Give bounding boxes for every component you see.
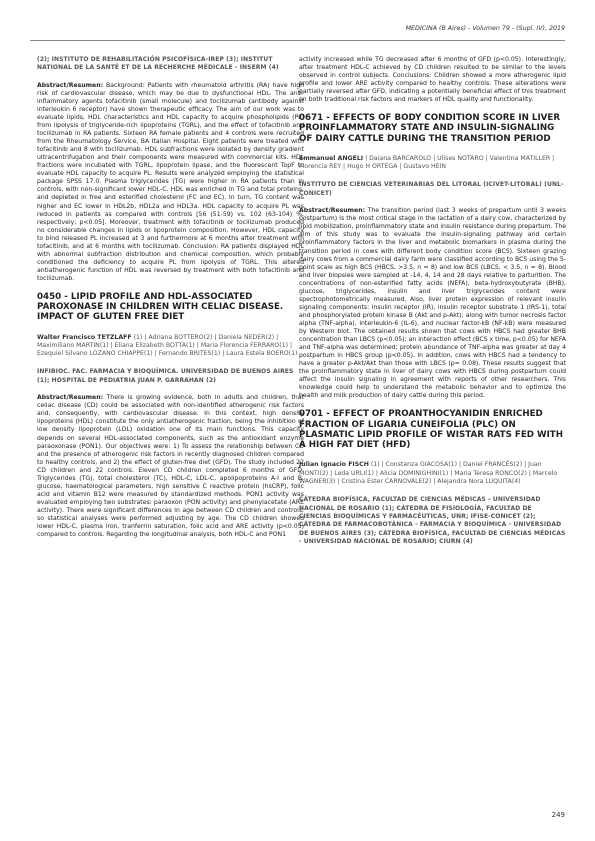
abstract-title-0671: 0671 - EFFECTS OF BODY CONDITION SCORE IN LIVER PROINFLAMMATORY STATE AND INSULIN-SIGNALING OF DAIRY CATTLE DURING THE TRANSITION PERIOD [299, 113, 561, 144]
affiliation-top: (2); INSTITUTO DE REHABILITACIÓN PSICOFÍSICA-IREP (3); INSTITUT NATIONAL DE LA SANTÉ ET DE LA RECHERCHE MÉDICALE - INSERM (4) [37, 56, 279, 72]
abstract-label: Abstract/Resumen: [37, 81, 104, 89]
abstract-title-0450: 0450 - LIPID PROFILE AND HDL-ASSOCIATED PAROXONASE IN CHILDREN WITH CELIAC DISEASE. IMPACT OF GLUTEN FREE DIET [37, 291, 284, 323]
authors-0671 [299, 155, 566, 172]
affiliation-0671: INSTITUTO DE CIENCIAS VETERINARIAS DEL LITORAL (ICIVET-LITORAL) (UNL-CONICET) [299, 181, 564, 197]
authors-0701 [299, 461, 566, 486]
abstract-0450 [37, 394, 304, 539]
abstract-label: Abstract/Resumen: [299, 207, 366, 215]
abstract-0450-continued: activity increased while TG decreased after 6 months of GFD (p<0.05). Interestingly, after treatment HDL-C achieved by CD children resulted to be similar to the levels observed in control subjects. Conclusions: Children showed a more atherogenic lipid profile and lower ARE activity compared to healthy controls. These alterations were partially reversed after GFD, indicating a potentially beneficial effect of this treatment on both traditional risk factors and markers of HDL quality and functionality. [299, 56, 566, 104]
lead-author: Julian Ignacio FISCH [299, 461, 369, 469]
abstract-0671 [299, 207, 566, 400]
abstract-1 [37, 82, 304, 283]
abstract-label: Abstract/Resumen: [37, 394, 104, 402]
lead-author: Emmanuel ANGELI [299, 154, 364, 162]
co-authors: (1) | Adriana BOTTERO(2) | Daniela NEDER(2) | Maximiliano MARTIN(1) | Eliana Elizabeth BOTTA(1) | Maria Florencia FERRARO(1) | Ezequiel Silvano LOZANO CHIAPPE(1) | Fernando BRITES(1) | Laura Estela BOERO(1) [37, 333, 298, 358]
left-column [37, 56, 304, 548]
abstract-text: Background: Patients with rheumatoid arthritis (RA) have high risk of cardiovascular disease, which may be due to dysfunctional HDL. The anti-inflammatory agents tofacitinib (small molecule) and tocilizumab (antibody against interleukin 6 receptor) have shown therapeutic efficacy. The aim of our work was to evaluate lipids, HDL characteristics and HDL capacity to acquire phospholipids (PL) from lipolysis of triglyceride-rich lipoproteins (TGRL), and the effect of tofacitinib and tocilizumab in RA patients. Sixteen RA female patients and 4 controls were recruited from the Rheumatology Service, BA Italian Hospital. Eight patients were treated with tofacitinib and 8 with tocilizumab. HDL subfractions were isolated by density gradient ultracentrifugation and their components were measured with commercial kits. HDL fractions were incubated with TGRL, lipoprotein lipase, and the fluorescent TopF to evaluate HDL capacity to acquire PL. Results were analyzed employing the statistical package SPSS 17.0. Plasma triglycerides (TG) were higher in RA patients than in controls, with non-significant lower HDL-C. HDL was enriched in TG and total proteins, and depleted in free and esterified cholesterol (FC and EC). In turn, TG content was higher and EC lower in HDL2b, HDL2a and HDL3a. HDL capacity to acquire PL was reduced in patients as compared with controls [56 (51-59) vs. 102 (63-104) %, respectively; p<0.05]. Moreover, treatment with tofacitinib or tocilizumab produced no considerable changes in lipids or lipoprotein composition. However, HDL capacity to bind released PL increased at 3 and furthermore at 6 months after treatment with tofacitinib, and at 6 months with tocilizumab. Conclusion: RA patients displayed HDL with abnormal subfraction distribution and chemical composition, which probably conditioned the deficiency to acquire PL from lipolysis of TGRL. This altered antiatherogenic function of HDL was reversed by treatment with both tofacitinib and tocilizumab. [37, 81, 304, 282]
authors-0450 [37, 334, 304, 359]
abstract-text: There is growing evidence, both in adults and children, that celiac disease (CD) could be associated with non-identified atherogenic risk factors and, consequently, with cardiovascular disease. In this context, high density lipoproteins (HDL) constitute the only antiatherogenic fraction, being the inhibition of low density lipoprotein (LDL) oxidation one of its main functions. This capacity depends on several HDL-associated components, such as the antioxidant enzyme paraoxonase (PON1). Our objectives were: 1) To assess the relationship between CD and the presence of atherogenic risk factors in recently diagnosed children compared to healthy controls, and 2) the effect of gluten-free diet (GFD). The study included 22 CD children and 22 controls. Eleven CD children completed 6 months of GFD. Triglycerides (TG), total cholesterol (TC), HDL-C, LDL-C, apolipoproteins A-I and B, glucose, haematological parameters, high sensitive C reactive protein (hsCRP), folic acid and vitamin B12 were measured by standardized methods. PON1 activity was evaluated employing two substrates: paraoxon (PON activity) and phenylacetate (ARE activity). There were significant differences in age between CD children and controls, so statistical analyses were performed adjusting by age. The CD children showed lower HDL-C, plasma iron, tranferrin saturation, folic acid and ARE activity (p<0.05) compared to controls. Regarding the longitudinal analysis, both HDL-C and PON1 [37, 394, 304, 539]
affiliation-0450: INFIBIOC. FAC. FARMACIA Y BIOQUÍMICA. UNIVERSIDAD DE BUENOS AIRES (1); HOSPITAL DE PEDIATRIA JUAN P. GARRAHAN (2) [37, 368, 294, 384]
co-authors: | Daiana BARCAROLO | Ulises NOTARO | Valentina MATILLER | Florencia REY | Hugo H ORTEGA | Gustavo HEIN [299, 154, 555, 171]
affiliation-0701: CÁTEDRA BIOFÍSICA, FACULTAD DE CIENCIAS MÉDICAS - UNIVERSIDAD NACIONAL DE ROSARIO (1); CÁTEDRA DE FISIOLOGÍA, FACULTAD DE CIENCIAS BIOQUÍMICAS Y FARMACÉUTICAS, UNR; IFISE-CONICET (2); CÁTEDRA DE FARMACOBOTÁNICA - FARMACIA Y BIOQUÍMICA - UNIVERSIDAD DE BUENOS AIRES (3); CÁTEDRA BIOFÍSICA, FACULTAD DE CIENCIAS MÉDICAS - UNIVERSIDAD NACIONAL DE ROSARIO; CIURN (4) [299, 496, 566, 546]
abstract-text: The transition period (last 3 weeks of prepartum until 3 weeks postpartum) is the most critical stage in the lactation of a dairy cow, characterized by lipid mobilization, proinflammatory state and insulin resistance during prepartum. The aim of this study was to evaluate the insulin-signaling pathway and certain proinflammatory factors in the liver and metabolic biomarkers in plasma during the transition period in cows with different body condition score (BCS). Sixteen grazing dairy cows from a commercial dairy farm were classified according to BCS using the 5-point scale as high BCS (HBCS, >3.5, n = 8) and low BCS (LBCS, < 3.5, n = 8). Blood and liver biopsies were sampled at -14, 4, 14 and 28 days relative to parturition. The concentrations of non-esterified fatty acids (NEFA), beta-hydroxybutyrate (BHB), glucose, triglycerides, insulin and liver triglycerides content were spectrophotometrically measured. Also, liver protein expression of relevant insulin signaling components: insulin receptor (IR), insulin receptor substrate 1 (IRS-1), total and phosphorylated protein kinase B (Akt and p-Akt); along with tumor necrosis factor alpha (TNF-alpha), interleukin-6 (IL-6), and nuclear factor-kB (NF-kB) were measured by Western blot. The obtained results shown that cows with HBCS had greater BHB concentration than LBCS (p<0.05); an interaction effect (BCS x time, p<0.05) for NEFA and TNF-alpha was determined; protein abundance of TNF-alpha was greater at day 4 postpartum in HBCS group (p<0.05). In addition, cows with HBCS had a tendency to have a greater p-Akt/Akt than those with LBCS (p= 0.08). These results suggest that the proinflammatory state in liver of dairy cows with HBCS during postpartum could affect the insulin signaling in agreement with reports of other researchers. This knowledge could help to understand the metabolic behavior and to optimize the health and milk production of dairy cattle during this period. [299, 207, 566, 400]
co-authors: (1) | Constanza GIACOSA(1) | Daniel FRANCÉS(2) | Juan MONTI(2) | Leda URLI(1) | Alicia DOMINIGHINI(1) | Maria Teresa RONCO(2) | Marcelo WAGNER(3) | Cristina Ester CARNOVALE(2) | Alejandra Nora LUQUITA(4) [299, 461, 558, 485]
page-number: 249 [551, 811, 565, 819]
abstract-title-0701: 0701 - EFFECT OF PROANTHOCYANIDIN ENRICHED FRACTION OF LIGARIA CUNEIFOLIA (PLC) ON PLASMATIC LIPID PROFILE OF WISTAR RATS FED WITH A HIGH FAT DIET (HFD) [299, 409, 564, 451]
running-header: MEDICINA (B Aires) - Volumen 79 - (Supl. IV), 2019 [405, 25, 565, 32]
lead-author: Walter Francisco TETZLAFF [37, 333, 132, 341]
header-rule [30, 40, 565, 41]
right-column [299, 56, 566, 556]
